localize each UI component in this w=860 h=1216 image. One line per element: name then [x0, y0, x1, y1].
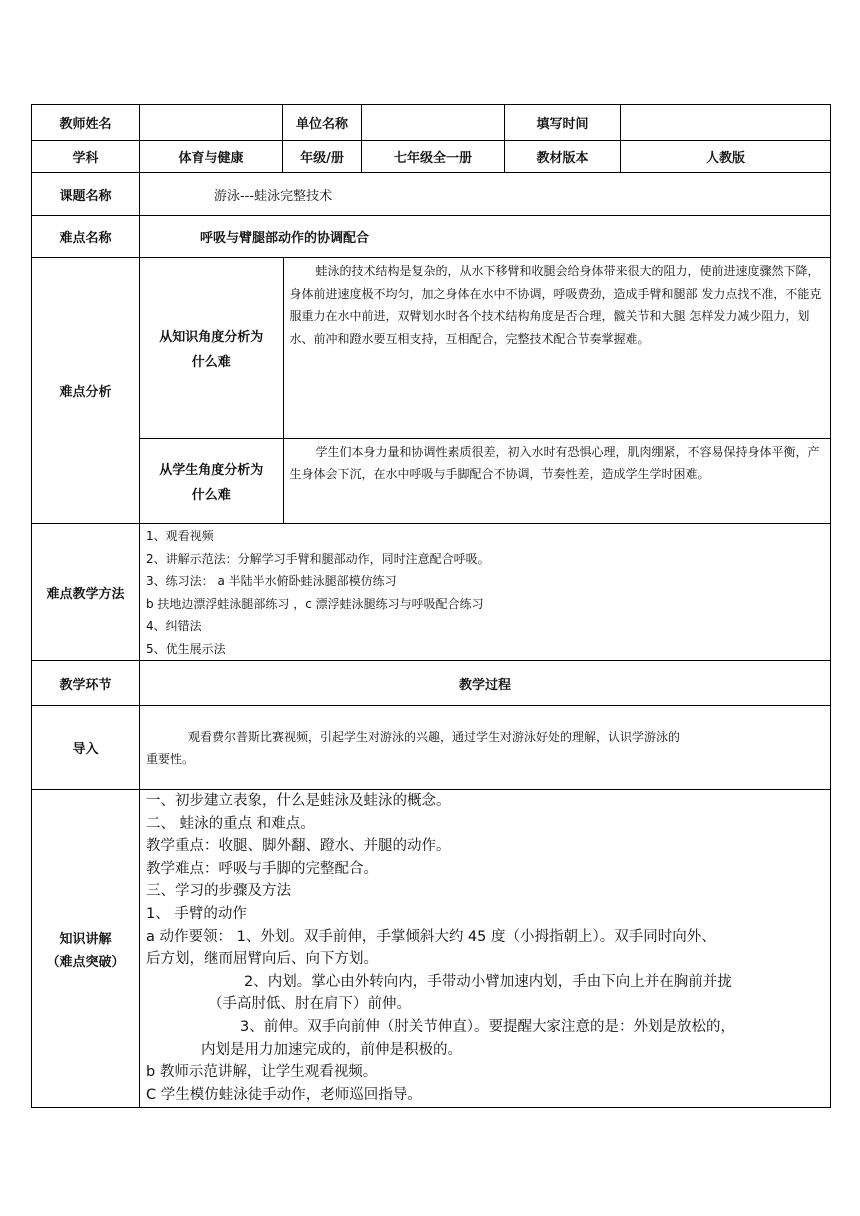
student-angle-label-line1: 从学生角度分析为	[159, 462, 264, 478]
knowledge-line: 教学重点：收腿、脚外翻、蹬水、并腿的动作。	[146, 838, 451, 855]
student-angle-label	[140, 438, 283, 523]
knowledge-line: 一、初步建立表象，什么是蛙泳及蛙泳的概念。	[146, 793, 451, 809]
knowledge-angle-label-line2: 什么难	[191, 354, 231, 370]
method-item: b 扶地边漂浮蛙泳腿部练习 ，c 漂浮蛙泳腿练习与呼吸配合练习	[146, 596, 484, 611]
knowledge-line: 后方划，继而屈臂向后、向下方划。	[146, 951, 378, 968]
process-label: 教学过程	[140, 661, 831, 706]
method-item: 3、练习法： a 半陆半水俯卧蛙泳腿部模仿练习	[146, 574, 397, 588]
intro-line: 重要性。	[146, 751, 195, 766]
knowledge-row	[32, 790, 831, 1108]
process-header-row	[32, 661, 831, 706]
edition-label: 教材版本	[505, 141, 621, 173]
lesson-plan-table	[31, 104, 831, 1108]
difficulty-value: 呼吸与臂腿部动作的协调配合	[140, 216, 831, 258]
intro-label: 导入	[32, 706, 140, 790]
fill-time-value	[621, 105, 831, 141]
knowledge-label	[32, 790, 140, 1108]
fill-time-label: 填写时间	[505, 105, 621, 141]
method-item: 2、讲解示范法：分解学习手臂和腿部动作，同时注意配合呼吸。	[146, 551, 490, 566]
topic-value: 游泳---蛙泳完整技术	[140, 173, 831, 216]
teacher-name-label: 教师姓名	[32, 105, 140, 141]
knowledge-content	[140, 790, 830, 1106]
knowledge-line: 2、内划。掌心由外转向内，手带动小臂加速内划，手由下向上并在胸前并拢	[244, 973, 732, 990]
knowledge-line: （手高肘低、肘在肩下）前伸。	[208, 996, 411, 1013]
stage-label: 教学环节	[32, 661, 140, 706]
topic-row	[32, 173, 831, 216]
knowledge-line: C 学生模仿蛙泳徒手动作，老师巡回指导。	[146, 1086, 422, 1103]
knowledge-label-line1: 知识讲解	[59, 931, 112, 947]
analysis-subtable	[140, 258, 830, 523]
knowledge-line: 内划是用力加速完成的，前伸是积极的。	[201, 1041, 462, 1058]
subject-label: 学科	[32, 141, 140, 173]
difficulty-label: 难点名称	[32, 216, 140, 258]
method-list	[140, 524, 830, 660]
subject-row	[32, 141, 831, 173]
knowledge-line: 教学难点：呼吸与手脚的完整配合。	[146, 860, 378, 877]
knowledge-line: 3、前伸。双手向前伸（肘关节伸直）。要提醒大家注意的是：外划是放松的，	[240, 1018, 735, 1035]
intro-text	[140, 726, 830, 770]
knowledge-line: a 动作要领： 1、外划。双手前伸，手掌倾斜大约 45 度（小拇指朝上）。双手同时向外、	[146, 928, 716, 945]
difficulty-row	[32, 216, 831, 258]
knowledge-line: 1、 手臂的动作	[146, 905, 247, 922]
knowledge-line: 三、学习的步骤及方法	[146, 883, 291, 900]
intro-row	[32, 706, 831, 790]
analysis-row	[32, 258, 831, 524]
unit-name-label: 单位名称	[283, 105, 362, 141]
student-angle-text: 学生们本身力量和协调性素质很差，初入水时有恐惧心理，肌肉绷紧，不容易保持身体平衡，产生身体会下沉，在水中呼吸与手脚配合不协调，节奏性差，造成学生学时困难。	[289, 444, 820, 481]
grade-label: 年级/册	[283, 141, 362, 173]
method-item: 5、优生展示法	[146, 641, 226, 656]
knowledge-angle-label	[140, 258, 283, 438]
method-label: 难点教学方法	[32, 524, 140, 661]
edition-value: 人教版	[621, 141, 831, 173]
knowledge-angle-text: 蛙泳的技术结构是复杂的，从水下移臂和收腿会给身体带来很大的阻力，使前进速度骤然下降，身体前进速度极不均匀，加之身体在水中不协调，呼吸费劲，造成手臂和腿部 发力点找不准，不能克服重力在水中前进，双臂划水时各个技术结构角度是否合理，髋关节和大腿 怎样发力减少阻力，划水、前冲和蹬水要互相支持，互相配合，完整技术配合节奏掌握难。	[289, 264, 822, 346]
method-row	[32, 524, 831, 661]
method-item: 4、纠错法	[146, 619, 202, 633]
header-row	[32, 105, 831, 141]
knowledge-line: 二、 蛙泳的重点 和难点。	[146, 815, 315, 832]
intro-line: 观看费尔普斯比赛视频，引起学生对游泳的兴趣，通过学生对游泳好处的理解，认识学游泳的	[188, 729, 681, 744]
method-item: 1、观看视频	[146, 529, 214, 543]
unit-name-value	[362, 105, 505, 141]
student-angle-label-line2: 什么难	[191, 487, 231, 503]
topic-label: 课题名称	[32, 173, 140, 216]
knowledge-angle-label-line1: 从知识角度分析为	[159, 329, 264, 345]
knowledge-label-line2: （难点突破）	[46, 954, 125, 970]
analysis-label: 难点分析	[32, 258, 140, 524]
grade-value: 七年级全一册	[362, 141, 505, 173]
subject-value: 体育与健康	[140, 141, 283, 173]
teacher-name-value	[140, 105, 283, 141]
knowledge-line: b 教师示范讲解，让学生观看视频。	[146, 1064, 378, 1081]
